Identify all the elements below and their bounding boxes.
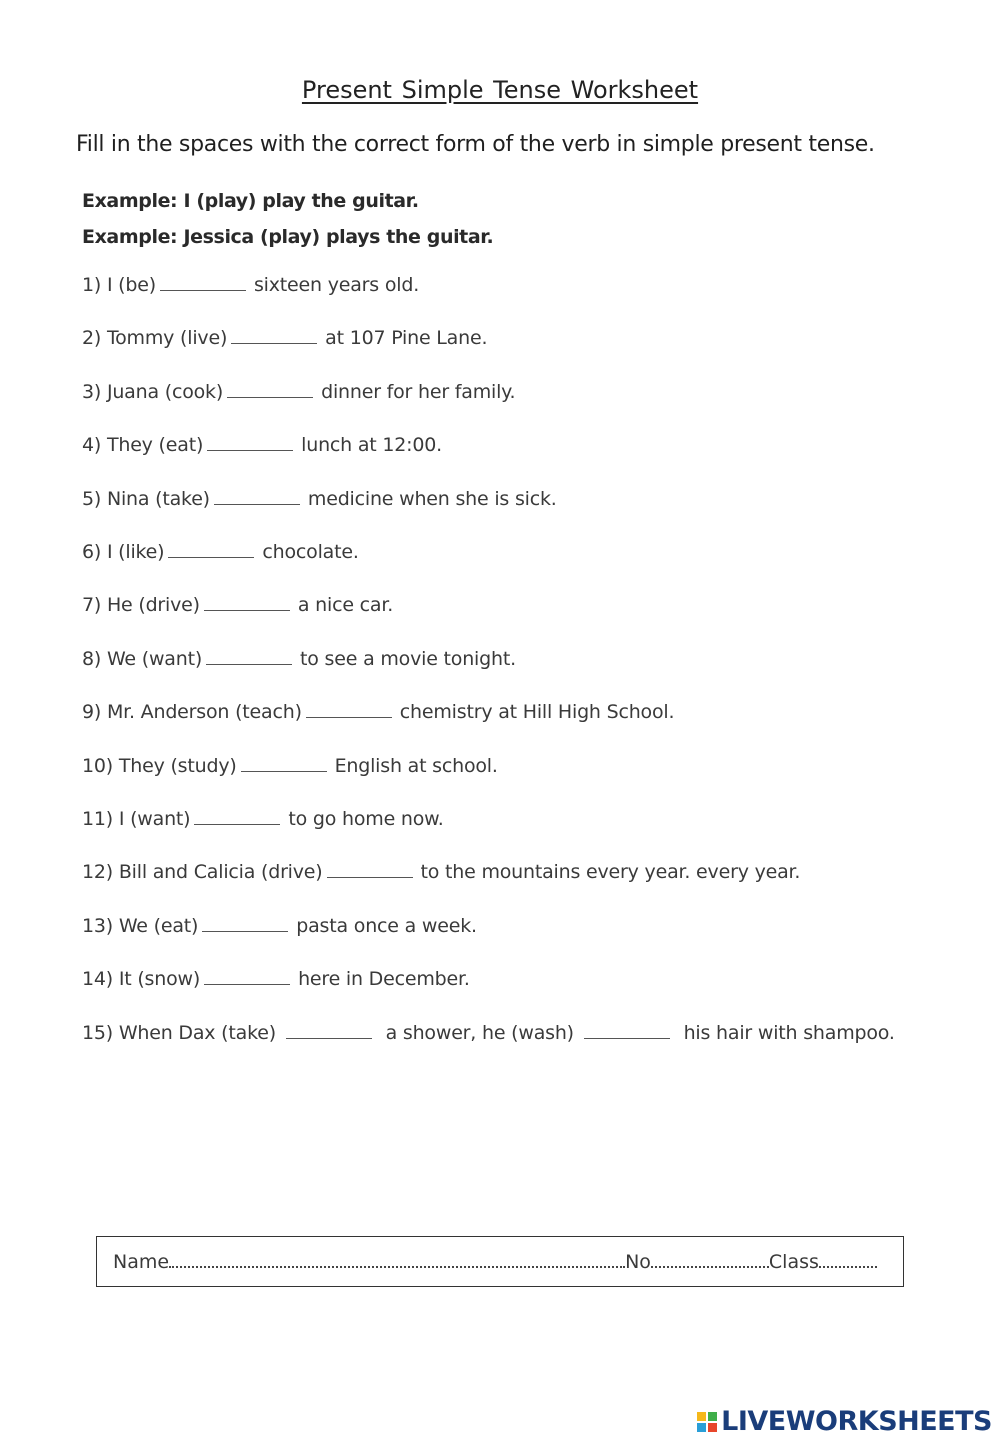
question-7 [82,594,393,616]
question-continuation: pasta once a week. [296,915,477,937]
question-continuation: to see a movie tonight. [300,648,516,670]
liveworksheets-logo [697,1406,992,1437]
answer-blank-6[interactable] [168,543,254,558]
example-1: Example: I (play) play the guitar. [82,190,419,212]
question-continuation: to the mountains every year. every year. [420,861,801,883]
question-continuation: lunch at 12:00. [301,434,442,456]
question-continuation: sixteen years old. [253,274,420,296]
question-prompt: 9) Mr. Anderson (teach) [82,701,302,723]
question-continuation: chocolate. [262,541,359,563]
class-label: Class [768,1251,819,1273]
question-3 [82,381,515,403]
question-5 [82,488,557,510]
number-field[interactable] [651,1251,769,1268]
question-prompt: 10) They (study) [82,755,237,777]
answer-blank-13[interactable] [202,917,288,932]
question-prompt: 4) They (eat) [82,434,204,456]
question-6 [82,541,359,563]
answer-blank-9[interactable] [306,703,392,718]
answer-blank-4[interactable] [207,436,293,451]
class-field[interactable] [819,1251,877,1268]
question-continuation: dinner for her family. [321,381,516,403]
question-2 [82,327,487,349]
answer-blank-12[interactable] [327,863,413,878]
student-info-box [96,1236,904,1287]
name-label: Name [113,1251,170,1273]
logo-square [697,1412,706,1421]
logo-square [697,1423,706,1432]
question-15-part3: his hair with shampoo. [683,1022,895,1044]
answer-blank-1[interactable] [160,276,246,291]
question-prompt: 7) He (drive) [82,594,200,616]
no-label: No [625,1251,651,1273]
answer-blank-11[interactable] [194,810,280,825]
question-14 [82,968,470,990]
question-prompt: 12) Bill and Calicia (drive) [82,861,323,883]
answer-blank-5[interactable] [214,490,300,505]
question-15 [82,1022,895,1044]
question-continuation: at 107 Pine Lane. [325,327,488,349]
logo-text: LIVEWORKSHEETS [721,1406,992,1437]
question-12 [82,861,800,883]
logo-square [708,1423,717,1432]
question-15-part2: a shower, he (wash) [385,1022,574,1044]
question-10 [82,755,498,777]
question-continuation: a nice car. [297,594,394,616]
question-prompt: 3) Juana (cook) [82,381,224,403]
question-11 [82,808,444,830]
logo-square [708,1412,717,1421]
question-4 [82,434,442,456]
answer-blank-10[interactable] [241,757,327,772]
answer-blank-3[interactable] [227,383,313,398]
answer-blank-8[interactable] [206,650,292,665]
question-1 [82,274,419,296]
answer-blank-15b[interactable] [584,1024,670,1039]
question-continuation: to go home now. [288,808,444,830]
question-continuation: chemistry at Hill High School. [399,701,675,723]
question-prompt: 1) I (be) [82,274,156,296]
question-prompt: 8) We (want) [82,648,203,670]
answer-blank-7[interactable] [204,596,290,611]
question-prompt: 6) I (like) [82,541,165,563]
question-continuation: English at school. [334,755,498,777]
logo-mark-icon [697,1412,717,1432]
answer-blank-2[interactable] [231,329,317,344]
question-15-part1: 15) When Dax (take) [82,1022,276,1044]
question-9 [82,701,674,723]
instruction-text: Fill in the spaces with the correct form of the verb in simple present tense. [76,132,875,157]
question-prompt: 11) I (want) [82,808,191,830]
question-prompt: 5) Nina (take) [82,488,210,510]
worksheet-title: Present Simple Tense Worksheet [301,76,699,104]
answer-blank-14[interactable] [204,970,290,985]
question-13 [82,915,477,937]
question-prompt: 13) We (eat) [82,915,199,937]
question-continuation: here in December. [298,968,470,990]
question-8 [82,648,516,670]
name-field[interactable] [169,1251,625,1268]
question-continuation: medicine when she is sick. [307,488,557,510]
answer-blank-15a[interactable] [286,1024,372,1039]
example-2: Example: Jessica (play) plays the guitar. [82,226,494,248]
question-prompt: 14) It (snow) [82,968,201,990]
question-prompt: 2) Tommy (live) [82,327,228,349]
